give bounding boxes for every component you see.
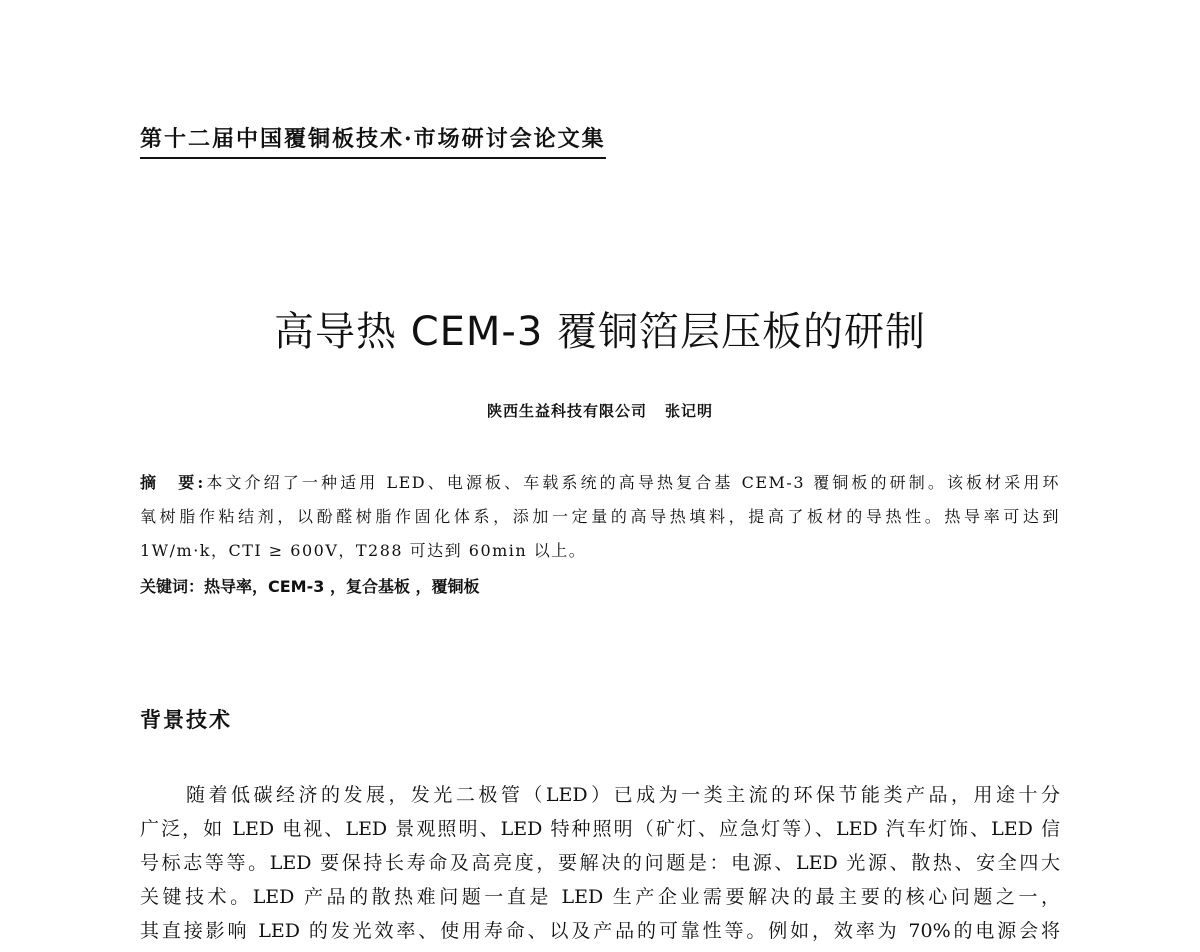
author-name: 张记明 (665, 402, 714, 420)
abstract-label: 摘 要: (140, 473, 205, 492)
paragraph-line: 广泛，如 LED 电视、LED 景观照明、LED 特种照明（矿灯、应急灯等）、LED 汽车灯饰、LED 信 (140, 818, 1060, 840)
abstract-line-text: 本文介绍了一种适用 LED、电源板、车载系统的高导热复合基 CEM-3 覆铜板的研制。该板材采用环 (204, 473, 1060, 492)
paragraph-line: 关键技术。LED 产品的散热难问题一直是 LED 生产企业需要解决的最主要的核心问题之一， (140, 886, 1060, 908)
author-line (0, 400, 1200, 421)
affiliation: 陕西生益科技有限公司 (486, 402, 647, 420)
abstract-line (140, 466, 1060, 500)
section-heading: 背景技术 (140, 708, 232, 732)
running-header: 第十二届中国覆铜板技术·市场研讨会论文集 (140, 122, 606, 159)
abstract-line: 氧树脂作粘结剂，以酚醛树脂作固化体系，添加一定量的高导热填料，提高了板材的导热性。热导率可达到 (140, 507, 1060, 526)
paragraph-line: 随着低碳经济的发展，发光二极管（LED）已成为一类主流的环保节能类产品，用途十分 (186, 784, 1060, 806)
keywords: 关键词：热导率，CEM-3 ，复合基板 ，覆铜板 (140, 577, 480, 596)
paper-title: 高导热 CEM-3 覆铜箔层压板的研制 (273, 309, 927, 355)
body-paragraph (140, 778, 1060, 948)
abstract-line: 1W/m·k，CTI ≥ 600V，T288 可达到 60min 以上。 (140, 541, 587, 560)
paragraph-line: 号标志等等。LED 要保持长寿命及高亮度，要解决的问题是：电源、LED 光源、散热、安全四大 (140, 852, 1060, 874)
paragraph-line: 其直接影响 LED 的发光效率、使用寿命、以及产品的可靠性等。例如，效率为 70%的电源会将 (140, 920, 1060, 942)
abstract (140, 466, 1060, 568)
